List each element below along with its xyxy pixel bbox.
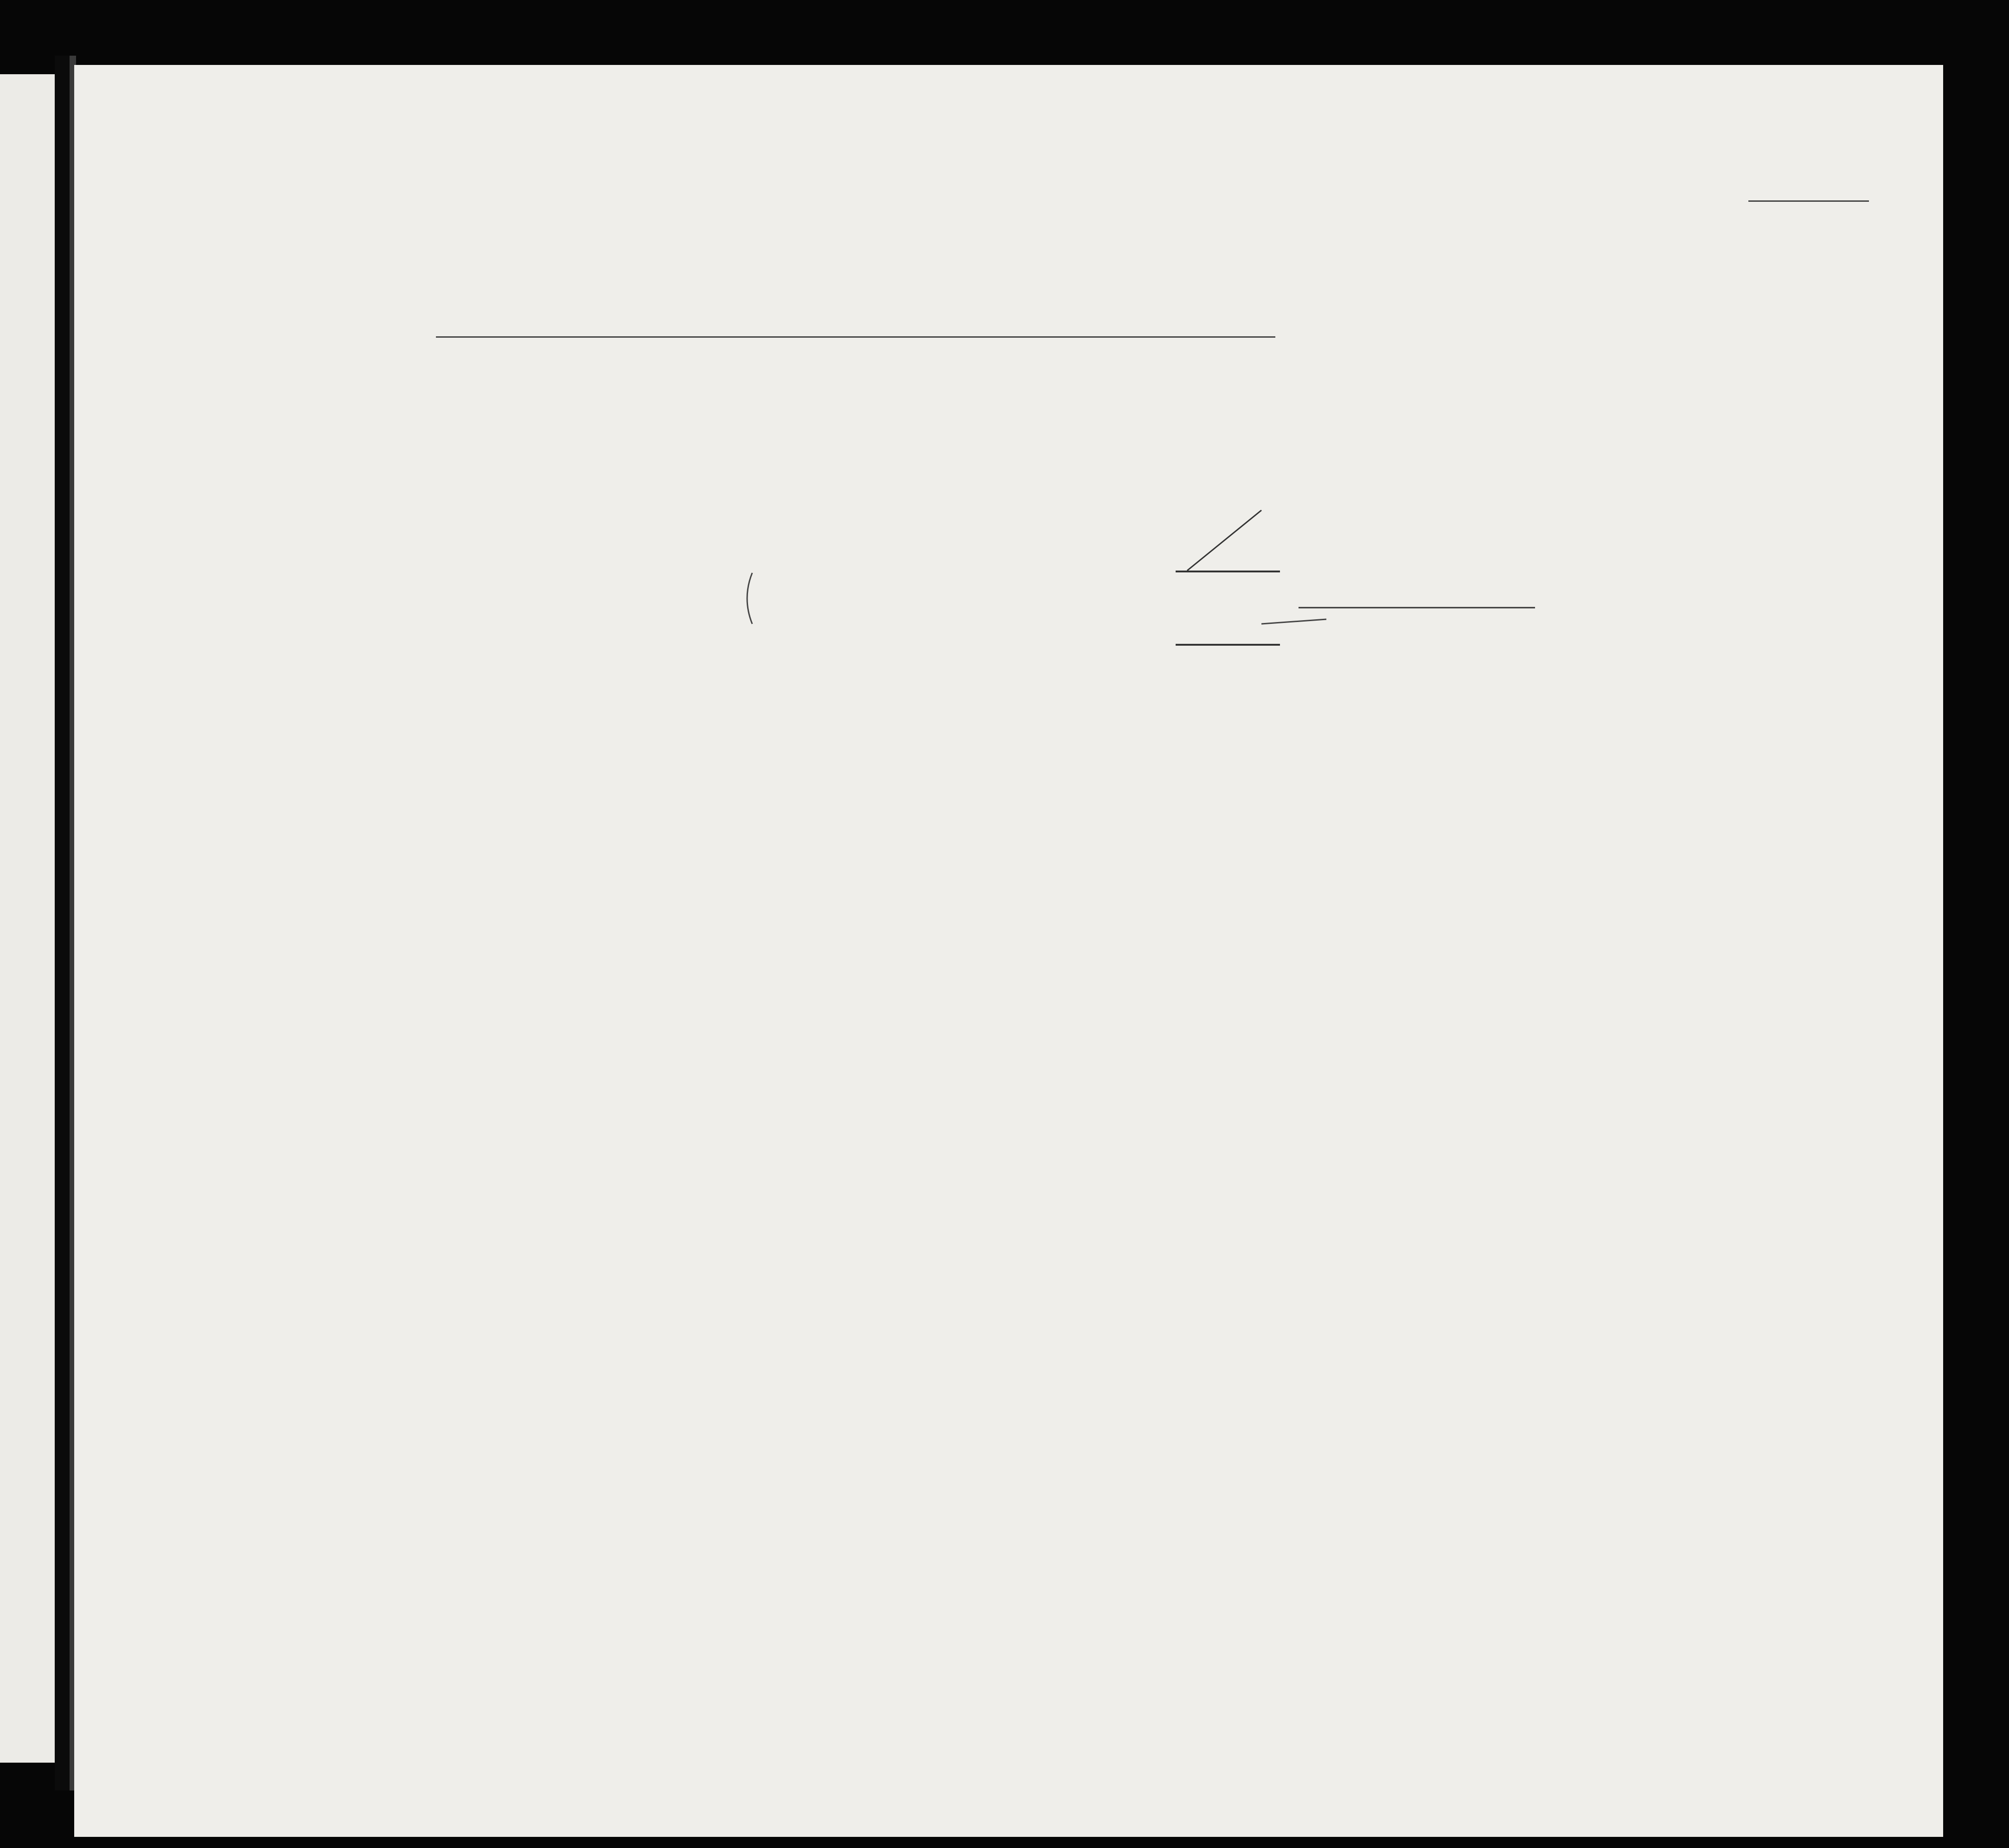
- ink-marks: [74, 65, 1943, 1837]
- manifest-sheet: [74, 65, 1943, 1837]
